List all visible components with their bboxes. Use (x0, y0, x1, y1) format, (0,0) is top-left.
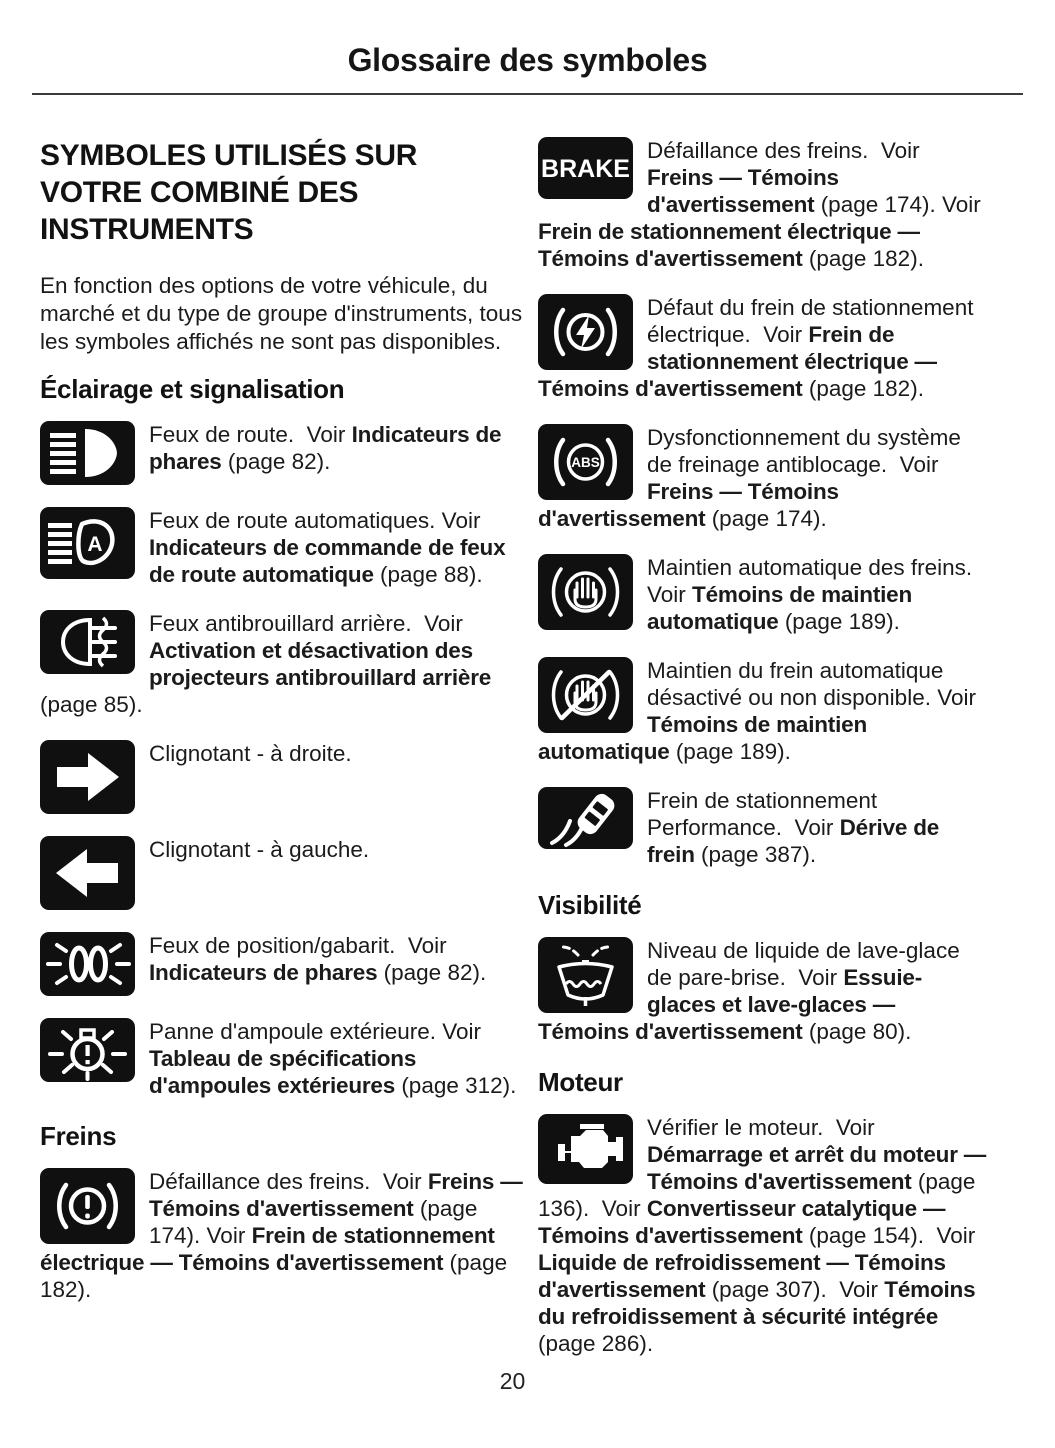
symbol-entry-rear-fog (40, 610, 524, 718)
symbol-description: Niveau de liquide de lave-glace de pare-brise. Voir Essuie-glaces et lave-glaces — Témoins d'avertissement (page 80). (538, 938, 966, 1044)
symbol-description: Clignotant - à droite. (149, 741, 352, 766)
symbol-entry-position-lamps (40, 932, 524, 996)
symbol-description: Clignotant - à gauche. (149, 837, 370, 862)
position-lamps-icon (40, 932, 135, 996)
symbol-entry-abs (538, 424, 988, 532)
symbol-entry-brake-failure (40, 1168, 529, 1303)
section-title-engine: Moteur (538, 1067, 623, 1097)
auto-brake-hold-icon (538, 554, 633, 630)
symbol-description: Dysfonctionnement du système de freinage antiblocage. Voir Freins — Témoins d'avertissement (page 174). (538, 425, 968, 531)
abs-warning-icon (538, 424, 633, 500)
content-columns (0, 95, 1055, 1379)
symbol-description: Défaut du frein de stationnement électrique. Voir Frein de stationnement électrique — Témoins d'avertissement (page 182). (538, 295, 980, 401)
high-beam-icon (40, 421, 135, 485)
section-title-lighting: Éclairage et signalisation (40, 374, 345, 404)
symbol-description: Feux de route automatiques. Voir Indicateurs de commande de feux de route automatique (page 88). (149, 508, 512, 587)
symbol-description: Panne d'ampoule extérieure. Voir Tableau de spécifications d'ampoules extérieures (page 312). (149, 1019, 517, 1098)
symbol-description: Feux de position/gabarit. Voir Indicateurs de phares (page 82). (149, 933, 487, 985)
symbol-entry-washer-fluid (538, 937, 988, 1045)
left-column (40, 137, 529, 1379)
brake-drift-icon (538, 787, 633, 849)
symbol-entry-turn-right (40, 740, 524, 814)
symbol-entry-bulb-failure (40, 1018, 524, 1099)
section-title-visibility: Visibilité (538, 890, 642, 920)
auto-high-beam-icon (40, 507, 135, 579)
brake-warning-icon (40, 1168, 135, 1244)
symbol-description: Défaillance des freins. Voir Freins — Témoins d'avertissement (page 174). Voir Frein de stationnement électrique — Témoins d'avertissement (page 182). (538, 138, 988, 271)
symbol-entry-auto-hold (538, 554, 988, 635)
windshield-washer-fluid-icon (538, 937, 633, 1013)
symbol-description: Frein de stationnement Performance. Voir Dérive de frein (page 387). (647, 788, 946, 867)
section-title-brakes: Freins (40, 1121, 117, 1151)
page-title: Glossaire des symboles (347, 42, 708, 78)
brake-text-icon (538, 137, 633, 199)
symbol-description: Défaillance des freins. Voir Freins — Témoins d'avertissement (page 174). Voir Frein de stationnement électrique — Témoins d'avertissement (page 182). (40, 1169, 529, 1302)
symbol-description: Feux antibrouillard arrière. Voir Activation et désactivation des projecteurs antibrouillard arrière (page 85). (40, 611, 498, 717)
rear-fog-lamp-icon (40, 610, 135, 674)
turn-signal-left-icon (40, 836, 135, 910)
check-engine-icon (538, 1114, 633, 1184)
intro-paragraph: En fonction des options de votre véhicule, du marché et du type de groupe d'instruments, tous les symboles affichés ne sont pas disponibles. (40, 273, 523, 354)
symbol-entry-auto-high-beam (40, 507, 524, 588)
right-column (538, 137, 993, 1379)
symbol-entry-turn-left (40, 836, 524, 910)
symbol-entry-check-engine (538, 1114, 993, 1357)
symbol-description: Maintien automatique des freins. Voir Témoins de maintien automatique (page 189). (647, 555, 979, 634)
svg-text:ABS: ABS (571, 455, 600, 470)
symbol-description: Vérifier le moteur. Voir Démarrage et arrêt du moteur — Témoins d'avertissement (page 136). Voir Convertisseur catalytique — Témoins d'avertissement (page 154). Voir Liquide de refroidissement — Témoins d'avertissement (page 307). Voir Témoins du refroidissement à sécurité intégrée (page 286). (538, 1115, 993, 1356)
symbol-entry-auto-hold-off (538, 657, 988, 765)
page-number: 20 (499, 1368, 526, 1394)
svg-text:BRAKE: BRAKE (541, 155, 630, 183)
symbol-description: Feux de route. Voir Indicateurs de phares (page 82). (149, 422, 508, 474)
symbol-entry-high-beam (40, 421, 524, 485)
symbol-entry-epb-fault (538, 294, 988, 402)
exterior-bulb-failure-icon (40, 1018, 135, 1082)
symbol-entry-brake-text (538, 137, 988, 272)
auto-brake-hold-off-icon (538, 657, 633, 733)
symbol-description: Maintien du frein automatique désactivé ou non disponible. Voir Témoins de maintien automatique (page 189). (538, 658, 983, 764)
svg-text:A: A (87, 533, 103, 556)
electric-park-brake-fault-icon (538, 294, 633, 370)
symbol-entry-brake-drift (538, 787, 988, 868)
main-heading: SYMBOLES UTILISÉS SUR VOTRE COMBINÉ DES INSTRUMENTS (40, 139, 418, 246)
turn-signal-right-icon (40, 740, 135, 814)
